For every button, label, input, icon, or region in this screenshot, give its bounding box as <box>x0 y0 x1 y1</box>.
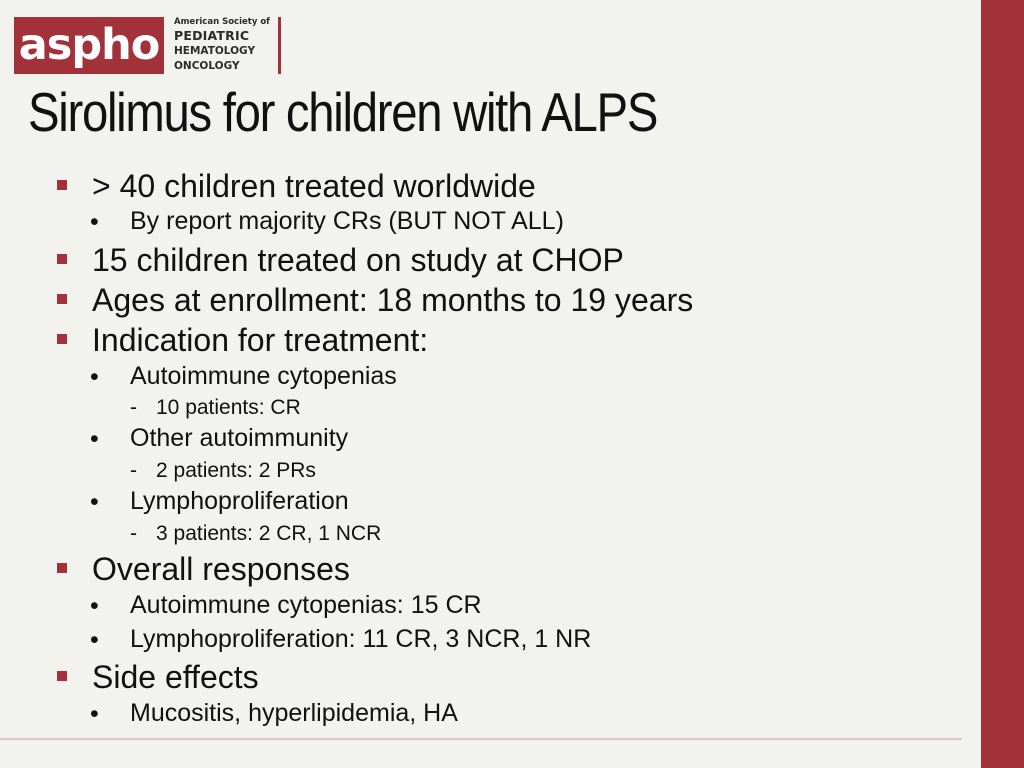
logo-line-hematology: HEMATOLOGY <box>174 45 256 57</box>
bullet-item-level1: Ages at enrollment: 18 months to 19 years <box>92 282 694 318</box>
bullet-item-level1: Overall responses <box>92 551 350 587</box>
bullet-dot-icon: • <box>90 626 99 654</box>
bullet-square-icon <box>57 334 67 344</box>
bullet-item-level3: 3 patients: 2 CR, 1 NCR <box>156 522 382 545</box>
bullet-dash-icon: - <box>130 459 137 482</box>
bullet-dot-icon: • <box>90 208 99 236</box>
bullet-dot-icon: • <box>90 700 99 728</box>
logo-line-oncology: ONCOLOGY <box>174 59 240 72</box>
bullet-item-level2: Lymphoproliferation: 11 CR, 3 NCR, 1 NR <box>130 625 592 653</box>
bullet-item-level1: Side effects <box>92 659 259 695</box>
bullet-item-level3: 10 patients: CR <box>156 396 301 419</box>
bullet-item-level1: > 40 children treated worldwide <box>92 168 536 204</box>
bullet-dot-icon: • <box>90 488 99 516</box>
bullet-dot-icon: • <box>90 592 99 620</box>
aspho-logo <box>14 17 281 74</box>
slide-title: Sirolimus for children with ALPS <box>28 81 658 143</box>
bullet-item-level2: Autoimmune cytopenias: 15 CR <box>130 591 482 619</box>
footer-divider <box>0 738 962 740</box>
bullet-square-icon <box>57 563 67 573</box>
bullet-square-icon <box>57 180 67 190</box>
bullet-square-icon <box>57 671 67 681</box>
bullet-item-level2: By report majority CRs (BUT NOT ALL) <box>130 207 564 235</box>
bullet-item-level3: 2 patients: 2 PRs <box>156 459 316 482</box>
bullet-item-level1: 15 children treated on study at CHOP <box>92 242 624 278</box>
bullet-dot-icon: • <box>90 425 99 453</box>
bullet-dash-icon: - <box>130 522 137 545</box>
bullet-item-level1: Indication for treatment: <box>92 322 429 358</box>
bullet-item-level2: Other autoimmunity <box>130 424 349 452</box>
bullet-dot-icon: • <box>90 363 99 391</box>
bullet-square-icon <box>57 294 67 304</box>
logo-line-society: American Society of <box>174 17 270 27</box>
bullet-item-level2: Mucositis, hyperlipidemia, HA <box>130 699 458 727</box>
right-accent-band <box>981 0 1024 768</box>
logo-text-block <box>174 17 270 74</box>
bullet-item-level2: Lymphoproliferation <box>130 487 349 515</box>
logo-wordmark: aspho <box>14 17 164 74</box>
logo-divider-bar <box>278 17 281 74</box>
bullet-item-level2: Autoimmune cytopenias <box>130 362 397 390</box>
bullet-dash-icon: - <box>130 396 137 419</box>
logo-line-pediatric: PEDIATRIC <box>174 27 250 43</box>
bullet-square-icon <box>57 254 67 264</box>
